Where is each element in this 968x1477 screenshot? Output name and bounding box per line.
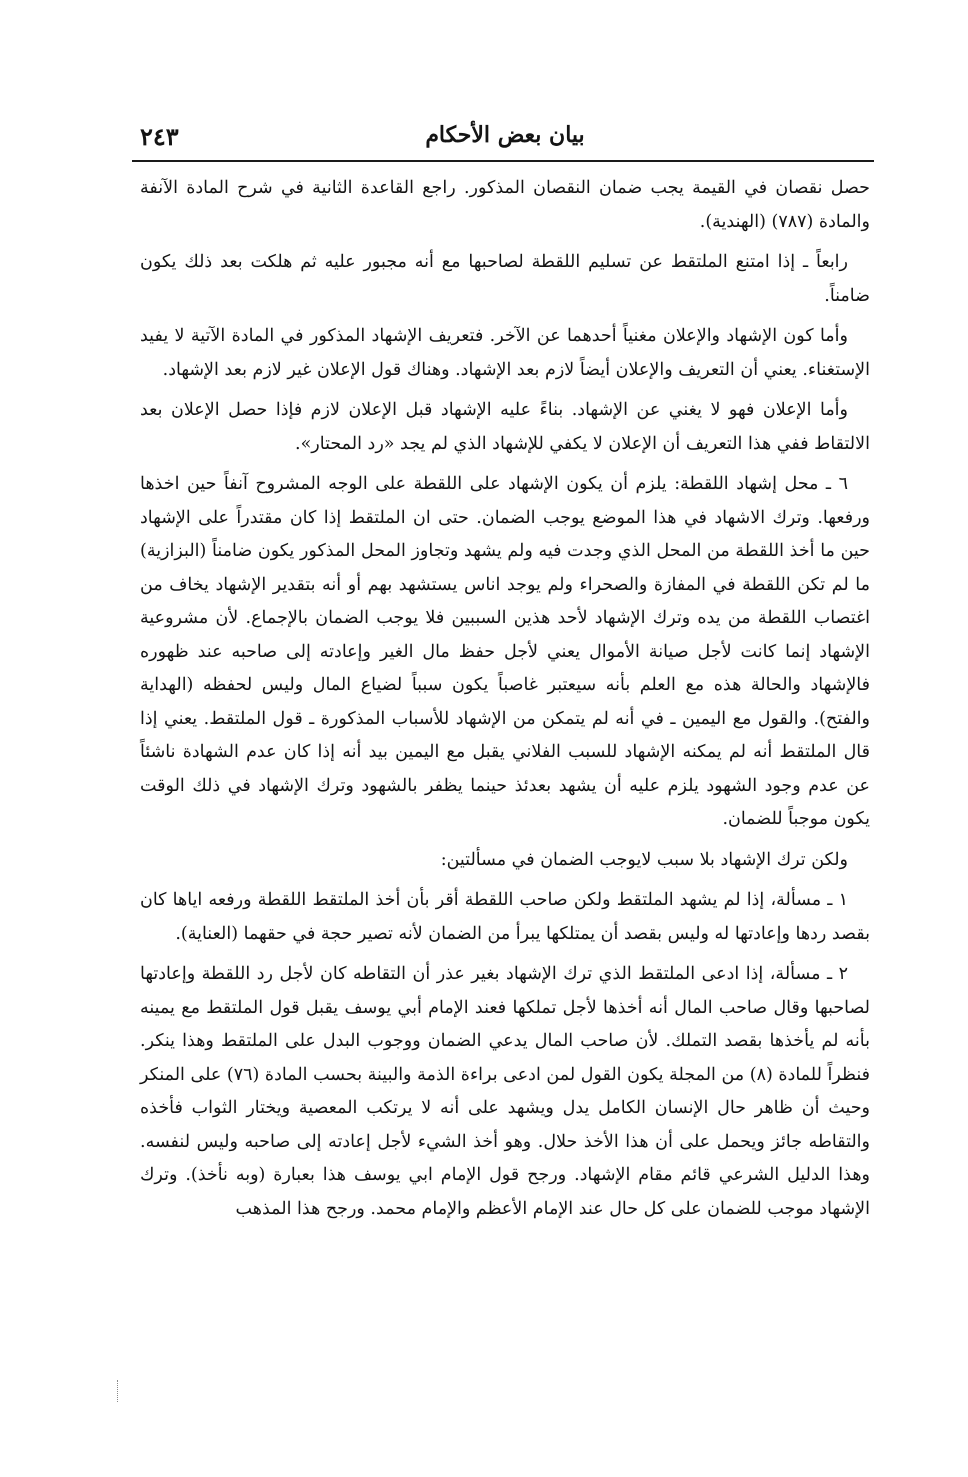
running-title: بيان بعض الأحكام <box>425 122 585 148</box>
paragraph: ٢ ـ مسألة، إذا ادعى الملتقط الذي ترك الإشهاد بغير عذر أن التقاطه كان لأجل رد اللقطة وإعادتها لصاحبها وقال صاحب المال أنه أخذها لأجل تملكها فعند الإمام أبي يوسف يقبل قول الملتقط مع يمينه بأنه لم يأخذها بقصد التملك. لأن صاحب المال يدعي الضمان ووجوب البدل على الملتقط وهذا ينكر. فنظراً للمادة (٨) من المجلة يكون القول لمن ادعى براءة الذمة والبينة بحسب المادة (٧٦) على المنكر وحيث أن ظاهر حال الإنسان الكامل يدل ويشهد على أنه لا يرتكب المعصية ويختار الثواب فأخذه والتقاطه جائز ويحمل على أن هذا الأخذ حلال. وهو أخذ الشيء لأجل إعادته إلى صاحبه وليس لنفسه. وهذا الدليل الشرعي قائم مقام الإشهاد. ورجح قول الإمام ابي يوسف هذا بعبارة (وبه نأخذ). وترك الإشهاد موجب للضمان على كل حال عند الإمام الأعظم والإمام محمد. ورجح هذا المذهب <box>140 964 871 1219</box>
paragraph: حصل نقصان في القيمة يجب ضمان النقصان المذكور. راجع القاعدة الثانية في شرح المادة الآنفة والمادة (٧٨٧) (الهندية). <box>140 178 870 232</box>
margin-mark <box>117 1380 119 1402</box>
paragraph: رابعاً ـ إذا امتنع الملتقط عن تسليم اللقطة لصاحبها مع أنه مجبور عليه ثم هلكت بعد ذلك يكون ضامناً. <box>140 252 870 306</box>
paragraph: ولكن ترك الإشهاد بلا سبب لايوجب الضمان في مسألتين: <box>440 849 848 870</box>
paragraph: وأما كون الإشهاد والإعلان مغنياً أحدهما عن الآخر. فتعريف الإشهاد المذكور في المادة الآتية لا يفيد الإستغناء. يعني أن التعريف والإعلان أيضاً لازم بعد الإشهاد. وهناك قول الإعلان غير لازم بعد الإشهاد. <box>140 326 870 380</box>
paragraph: ٦ ـ محل إشهاد اللقطة: يلزم أن يكون الإشهاد على اللقطة على الوجه المشروح آنفاً حين اخذها ورفعها. وترك الاشهاد في هذا الموضع يوجب الضمان. حتى ان الملتقط إذا كان مقتدراً على الإشهاد حين ما أخذ اللقطة من المحل الذي وجدت فيه ولم يشهد وتجاوز المحل المذكور يكون ضامناً (البزازية) ما لم تكن اللقطة في المفازة والصحراء ولم يوجد اناس يستشهد بهم أو أنه بتقدير الإشهاد يخاف من اغتصاب اللقطة من يده وترك الإشهاد لأحد هذين السببين فلا يوجب الضمان بالإجماع. لأن مشروعية الإشهاد إنما كانت لأجل صيانة الأموال يعني لأجل حفظ مال الغير وإعادته إلى صاحبه عند ظهوره فالإشهاد والحالة هذه مع العلم بأنه سيعتبر غاصباً يكون سبباً لضياع المال وليس لحفظه (الهداية والفتح). والقول مع اليمين ـ في أنه لم يتمكن من الإشهاد للأسباب المذكورة ـ قول الملتقط. يعني إذا قال الملتقط أنه لم يمكنه الإشهاد للسبب الفلاني يقبل مع اليمين بيد أنه إذا كان عدم الشهادة ناشئاً عن عدم وجود الشهود يلزم عليه أن يشهد بعدئذ حينما يظفر بالشهود وترك الإشهاد في ذلك الوقت يكون موجباً للضمان. <box>140 474 870 829</box>
paragraph: وأما الإعلان فهو لا يغني عن الإشهاد. بناءً عليه الإشهاد قبل الإعلان لازم فإذا حصل الإعلان بعد الالتقاط ففي هذا التعريف أن الإعلان لا يكفي للإشهاد الذي لم يجد «رد المحتار». <box>140 400 870 454</box>
running-header <box>140 118 870 158</box>
header-rule <box>132 160 874 162</box>
page-number: ٢٤٣ <box>140 122 179 151</box>
paragraph: ١ ـ مسألة، إذا لم يشهد الملتقط ولكن صاحب اللقطة أقر بأن أخذ الملتقط اللقطة ورفعه اياها كان بقصد ردها وإعادتها له وليس بقصد أن يمتلكها يبرأ من الضمان لأنه تصير حجة في حقهما (العناية). <box>140 890 870 944</box>
body-text <box>140 172 870 1233</box>
